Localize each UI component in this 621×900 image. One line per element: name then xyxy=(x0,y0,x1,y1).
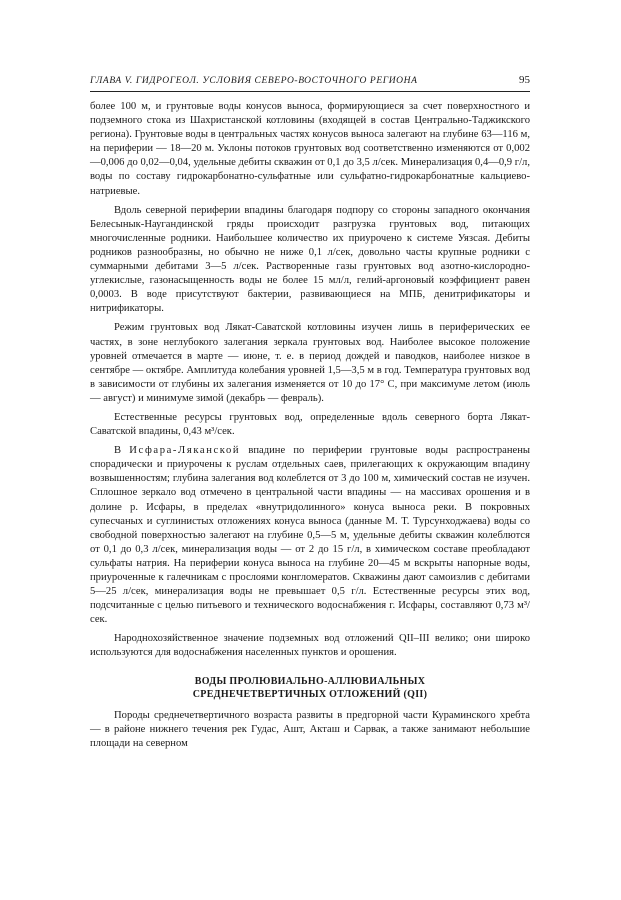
paragraph-5-lead: В xyxy=(114,445,122,457)
paragraph-2: Вдоль северной периферии впадины благодаря подпору со стороны западного окончания Белесынык-Наугандинской гряды происходит разгрузка грунтовых вод, питающих многочисленные родники. Наибольшее количество их приурочено к системе Уязсая. Дебиты родников разнообразны, но обычно не ниже 0,1 л/сек, довольно часты крупные родники с суммарными дебитами 3—5 л/сек. Растворенные газы грунтовых вод азотно-кислородно-углекислые, газонасыщенность воды не более 15 мл/л, гелий-аргоновый коэффициент равен 0,0003. В воде присутствуют бактерии, развивающиеся на МПБ, денитрификаторы и нитрификаторы. xyxy=(90,204,530,315)
running-title: ГЛАВА V. ГИДРОГЕОЛ. УСЛОВИЯ СЕВЕРО-ВОСТОЧНОГО РЕГИОНА xyxy=(90,76,418,86)
body-text xyxy=(90,100,530,751)
page-number: 95 xyxy=(519,74,530,86)
paragraph-4: Естественные ресурсы грунтовых вод, определенные вдоль северного борта Лякат-Саватской впадины, 0,43 м³/сек. xyxy=(90,411,530,438)
paragraph-5-rest: впадине по периферии грунтовые воды распространены спорадически и приурочены к руслам отдельных саев, прилегающих к окружающим впадину возвышенностям; глубина залегания вод колеблется от 3 до 100 м, химический состав не изучен. Сплошное зеркало вод отмечено в центральной части впадины — на массивах орошения и в долине р. Исфары, в пределах «внутридолинного» конуса выноса реки. В покровных супесчаных и суглинистых отложениях конуса выноса (данные М. Т. Турсунходжаева) воды со свободной поверхностью залегают на глубине 0,5—5 м, удельные дебиты скважин колеблются от 0,1 до 0,3 л/сек, минерализация воды — от 2 до 15 г/л, в химическом составе преобладают сульфаты натрия. На периферии конуса выноса на глубине 20—45 м вскрыты напорные воды, приуроченные к галечникам с прослоями конгломератов. Скважины дают самоизлив с дебитами 5—25 л/сек, минерализация воды не превышает 0,5 г/л. Естественные ресурсы этих вод, подсчитанные с целью питьевого и технического водоснабжения г. Исфары, составляют 0,73 м³/сек. xyxy=(90,445,530,626)
running-head xyxy=(90,74,530,86)
paragraph-5-spaced-term: Исфара-Ляканской xyxy=(129,445,241,457)
section-heading xyxy=(90,675,530,701)
section-heading-line-2: СРЕДНЕЧЕТВЕРТИЧНЫХ ОТЛОЖЕНИЙ (QII) xyxy=(192,688,428,700)
paragraph-3: Режим грунтовых вод Лякат-Саватской котловины изучен лишь в периферических ее частях, в зоне неглубокого залегания зеркала грунтовых вод. Наиболее высокое положение уровней отмечается в марте — июне, т. е. в период дождей и паводков, наиболее низкое в сентябре — октябре. Амплитуда колебания уровней 1,5—3,5 м в год. Температура грунтовых вод в зависимости от глубины их залегания изменяется от 10 до 17° С, при максимуме летом (июль — август) и минимуме зимой (декабрь — февраль). xyxy=(90,322,530,404)
paragraph-7: Породы среднечетвертичного возраста развиты в предгорной части Кураминского хребта — в районе нижнего течения рек Гудас, Ашт, Акташ и Сарвак, а также занимают небольшие площади на северном xyxy=(90,709,530,749)
paragraph-6: Народнохозяйственное значение подземных вод отложений QII–III велико; они широко используются для водоснабжения населенных пунктов и орошения. xyxy=(90,633,530,659)
section-heading-line-1: ВОДЫ ПРОЛЮВИАЛЬНО-АЛЛЮВИАЛЬНЫХ xyxy=(194,675,426,687)
paragraph-5 xyxy=(90,444,530,627)
header-rule xyxy=(90,91,530,92)
paragraph-1: более 100 м, и грунтовые воды конусов выноса, формирующиеся за счет поверхностного и подземного стока из Шахристанской котловины (входящей в состав Центрально-Таджикского региона). Грунтовые воды в центральных частях конусов выноса залегают на глубине 63—116 м, на периферии — 18—20 м. Уклоны потоков грунтовых вод соответственно изменяются от 0,002—0,006 до 0,02—0,04, удельные дебиты скважин от 0,1 до 3,5 л/сек. Минерализация 0,4—0,9 г/л, воды по составу гидрокарбонатно-сульфатные или сульфатно-гидрокарбонатные кальциево-натриевые. xyxy=(90,101,530,197)
